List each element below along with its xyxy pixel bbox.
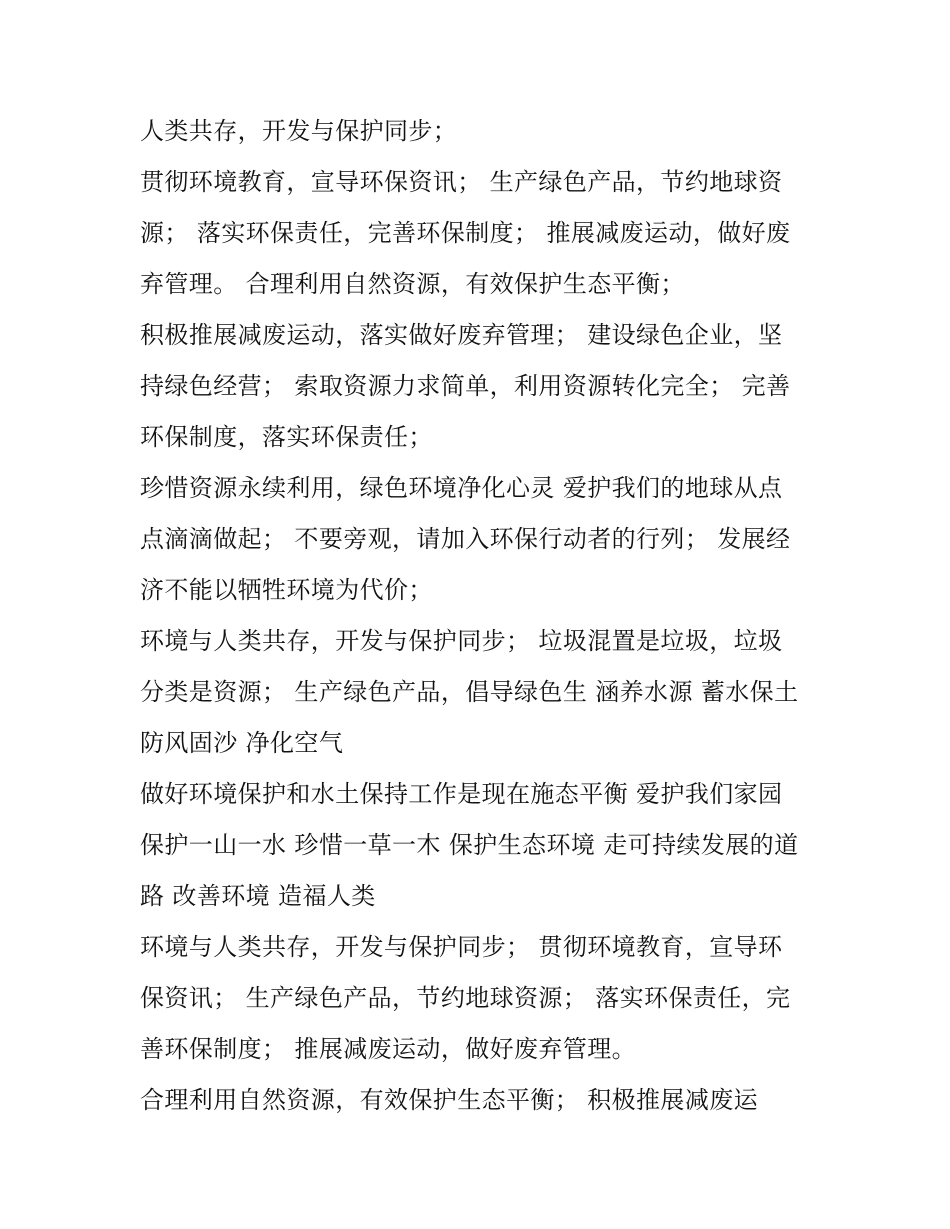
text-line: 善环保制度； 推展减废运动，做好废弃管理。 <box>140 1035 637 1063</box>
text-line: 源； 落实环保责任，完善环保制度； 推展减废运动，做好废 <box>140 219 791 247</box>
text-line: 保资讯； 生产绿色产品，节约地球资源； 落实环保责任，完 <box>140 984 791 1012</box>
text-line: 路 改善环境 造福人类 <box>140 882 376 910</box>
text-line: 环保制度，落实环保责任； <box>140 423 433 451</box>
text-line: 保护一山一水 珍惜一草一木 保护生态环境 走可持续发展的道 <box>140 831 799 859</box>
text-line: 积极推展减废运动，落实做好废弃管理； 建设绿色企业，坚 <box>140 321 783 349</box>
text-line: 合理利用自然资源，有效保护生态平衡； 积极推展减废运 <box>140 1086 759 1114</box>
document-body <box>140 106 812 1126</box>
text-line: 济不能以牺牲环境为代价； <box>140 576 433 604</box>
text-line: 持绿色经营； 索取资源力求简单，利用资源转化完全； 完善 <box>140 372 791 400</box>
text-line: 点滴滴做起； 不要旁观，请加入环保行动者的行列； 发展经 <box>140 525 791 553</box>
text-line: 分类是资源； 生产绿色产品，倡导绿色生 涵养水源 蓄水保土 <box>140 678 799 706</box>
text-line: 防风固沙 净化空气 <box>140 729 344 757</box>
text-line: 人类共存，开发与保护同步； <box>140 117 458 145</box>
text-line: 做好环境保护和水土保持工作是现在施态平衡 爱护我们家园 <box>140 780 783 808</box>
text-line: 珍惜资源永续利用，绿色环境净化心灵 爱护我们的地球从点 <box>140 474 783 502</box>
text-line: 贯彻环境教育，宣导环保资讯； 生产绿色产品，节约地球资 <box>140 168 783 196</box>
text-line: 弃管理。 合理利用自然资源，有效保护生态平衡； <box>140 270 685 298</box>
text-line: 环境与人类共存，开发与保护同步； 贯彻环境教育，宣导环 <box>140 933 783 961</box>
text-line: 环境与人类共存，开发与保护同步； 垃圾混置是垃圾，垃圾 <box>140 627 783 655</box>
